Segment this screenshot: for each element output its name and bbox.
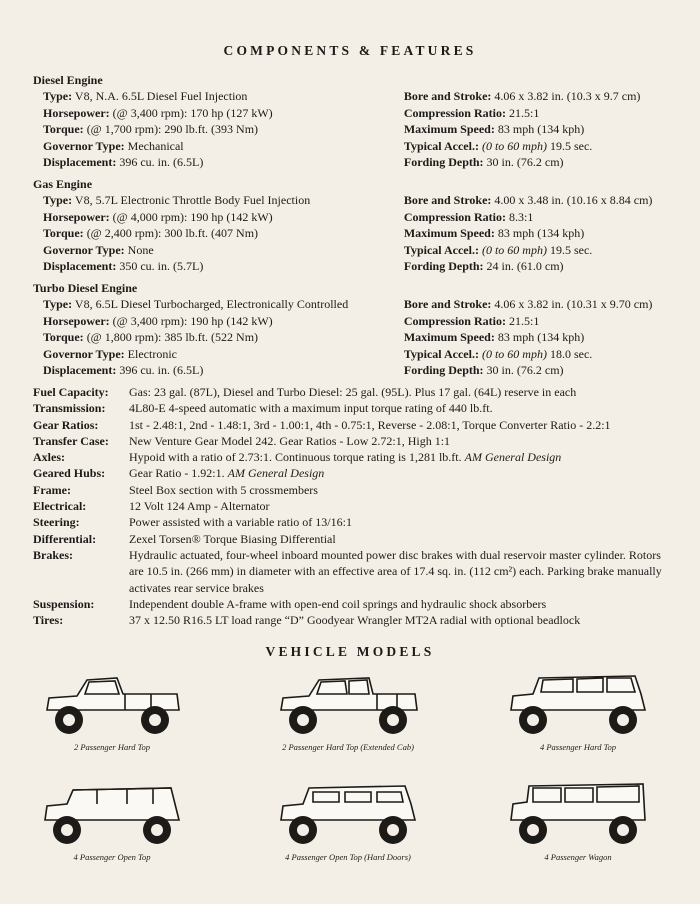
model-caption: 4 Passenger Hard Top [539, 742, 617, 752]
spec-row: Typical Accel.: (0 to 60 mph) 19.5 sec. [403, 242, 593, 257]
spec-item: Tires: 37 x 12.50 R16.5 LT load range “D” Goodyear Wrangler MT2A radial with optional beadlock [33, 613, 581, 628]
spec-row: Horsepower: (@ 4,000 rpm): 190 hp (142 kW) [43, 209, 273, 224]
spec-row: Displacement: 396 cu. in. (6.5L) [43, 363, 204, 378]
spec-row: Typical Accel.: (0 to 60 mph) 19.5 sec. [403, 138, 593, 153]
spec-row: Fording Depth: 24 in. (61.0 cm) [403, 259, 564, 274]
model-4-passenger-wagon [478, 780, 678, 862]
spec-item: Axles: Hypoid with a ratio of 2.73:1. Continuous torque rating is 1,281 lb.ft. AM General Design [33, 450, 562, 465]
spec-row: Torque: (@ 1,700 rpm): 290 lb.ft. (393 Nm) [43, 122, 259, 137]
engine-heading: Gas Engine [33, 177, 93, 191]
spec-row: Bore and Stroke: 4.06 x 3.82 in. (10.3 x 9.7 cm) [403, 89, 641, 104]
four-door-hard-top-illustration [503, 670, 653, 740]
spec-row: Type: V8, 5.7L Electronic Throttle Body Fuel Injection [43, 193, 311, 208]
model-4-passenger-open-top-hard-doors [248, 780, 448, 862]
model-caption: 4 Passenger Open Top [73, 852, 151, 862]
spec-row: Torque: (@ 1,800 rpm): 385 lb.ft. (522 Nm) [43, 330, 259, 345]
spec-row: Torque: (@ 2,400 rpm): 300 lb.ft. (407 Nm) [43, 226, 259, 241]
vehicle-models-grid [0, 668, 700, 878]
spec-item: Gear Ratios: 1st - 2.48:1, 2nd - 1.48:1, 3rd - 1.00:1, 4th - 0.75:1, Reverse - 2.08:1, Torque Converter Ratio - 2.2:1 [33, 417, 611, 432]
spec-item: Brakes: Hydraulic actuated, four-wheel inboard mounted power disc brakes with dual reservoir master cylinder. Rotors are 10.5 in. (266 mm) in diameter with an effective area of 17.4 sq. in. (112 cm²) each. Parking brake manually activates rear service brakes [33, 547, 662, 595]
spec-row: Fording Depth: 30 in. (76.2 cm) [403, 155, 564, 170]
spec-row: Compression Ratio: 21.5:1 [403, 105, 540, 120]
spec-row: Displacement: 350 cu. in. (5.7L) [43, 259, 204, 274]
spec-row: Fording Depth: 30 in. (76.2 cm) [403, 363, 564, 378]
engine-block-diesel [33, 72, 673, 170]
spec-item: Fuel Capacity: Gas: 23 gal. (87L), Diesel and Turbo Diesel: 25 gal. (95L). Plus 17 gal. (64L) reserve in each [33, 385, 577, 399]
engine-heading: Diesel Engine [33, 73, 103, 87]
model-4-passenger-open-top [12, 780, 212, 862]
spec-row: Compression Ratio: 8.3:1 [403, 209, 534, 224]
model-2-passenger-extended-cab [248, 670, 448, 752]
spec-item: Geared Hubs: Gear Ratio - 1.92:1. AM General Design [33, 466, 325, 481]
spec-row: Displacement: 396 cu. in. (6.5L) [43, 155, 204, 170]
spec-row: Type: V8, 6.5L Diesel Turbocharged, Electronically Controlled [43, 297, 349, 312]
open-top-truck-illustration [37, 780, 187, 850]
vehicle-models-title: VEHICLE MODELS [265, 644, 435, 659]
spec-row: Maximum Speed: 83 mph (134 kph) [403, 226, 585, 241]
spec-row: Horsepower: (@ 3,400 rpm): 170 hp (127 kW) [43, 105, 273, 120]
model-4-passenger-hard-top [478, 670, 678, 752]
model-caption: 2 Passenger Hard Top (Extended Cab) [282, 742, 414, 752]
pickup-truck-illustration [37, 670, 187, 740]
spec-item: Steering: Power assisted with a variable ratio of 13/16:1 [33, 515, 352, 530]
model-caption: 4 Passenger Open Top (Hard Doors) [285, 852, 411, 862]
extended-cab-truck-illustration [273, 670, 423, 740]
open-top-hard-doors-illustration [273, 780, 423, 850]
spec-row: Maximum Speed: 83 mph (134 kph) [403, 122, 585, 137]
engine-block-turbo-diesel [33, 280, 673, 378]
spec-item: Frame: Steel Box section with 5 crossmembers [33, 482, 318, 497]
spec-row: Governor Type: None [43, 242, 154, 257]
spec-item: Electrical: 12 Volt 124 Amp - Alternator [33, 499, 270, 514]
spec-row: Bore and Stroke: 4.06 x 3.82 in. (10.31 x 9.70 cm) [403, 297, 653, 312]
spec-row: Typical Accel.: (0 to 60 mph) 18.0 sec. [403, 346, 593, 361]
engine-block-gas [33, 176, 673, 274]
spec-row: Maximum Speed: 83 mph (134 kph) [403, 330, 585, 345]
spec-item: Transfer Case: New Venture Gear Model 242. Gear Ratios - Low 2.72:1, High 1:1 [33, 433, 451, 448]
spec-item: Differential: Zexel Torsen® Torque Biasing Differential [33, 531, 336, 546]
engine-heading: Turbo Diesel Engine [33, 281, 138, 295]
spec-row: Type: V8, N.A. 6.5L Diesel Fuel Injection [43, 89, 248, 104]
spec-row: Compression Ratio: 21.5:1 [403, 313, 540, 328]
model-caption: 4 Passenger Wagon [544, 852, 612, 862]
spec-row: Horsepower: (@ 3,400 rpm): 190 hp (142 kW) [43, 313, 273, 328]
general-specs [33, 384, 673, 628]
spec-item: Transmission: 4L80-E 4-speed automatic with a maximum input torque rating of 440 lb.ft. [33, 401, 493, 416]
wagon-illustration [503, 780, 653, 850]
spec-row: Bore and Stroke: 4.00 x 3.48 in. (10.16 x 8.84 cm) [403, 193, 653, 208]
spec-item: Suspension: Independent double A-frame with open-end coil springs and hydraulic shock absorbers [33, 596, 547, 611]
spec-row: Governor Type: Mechanical [43, 138, 184, 153]
components-features-title: COMPONENTS & FEATURES [223, 43, 477, 58]
model-caption: 2 Passenger Hard Top [73, 742, 151, 752]
model-2-passenger-hard-top [12, 670, 212, 752]
spec-row: Governor Type: Electronic [43, 346, 177, 361]
